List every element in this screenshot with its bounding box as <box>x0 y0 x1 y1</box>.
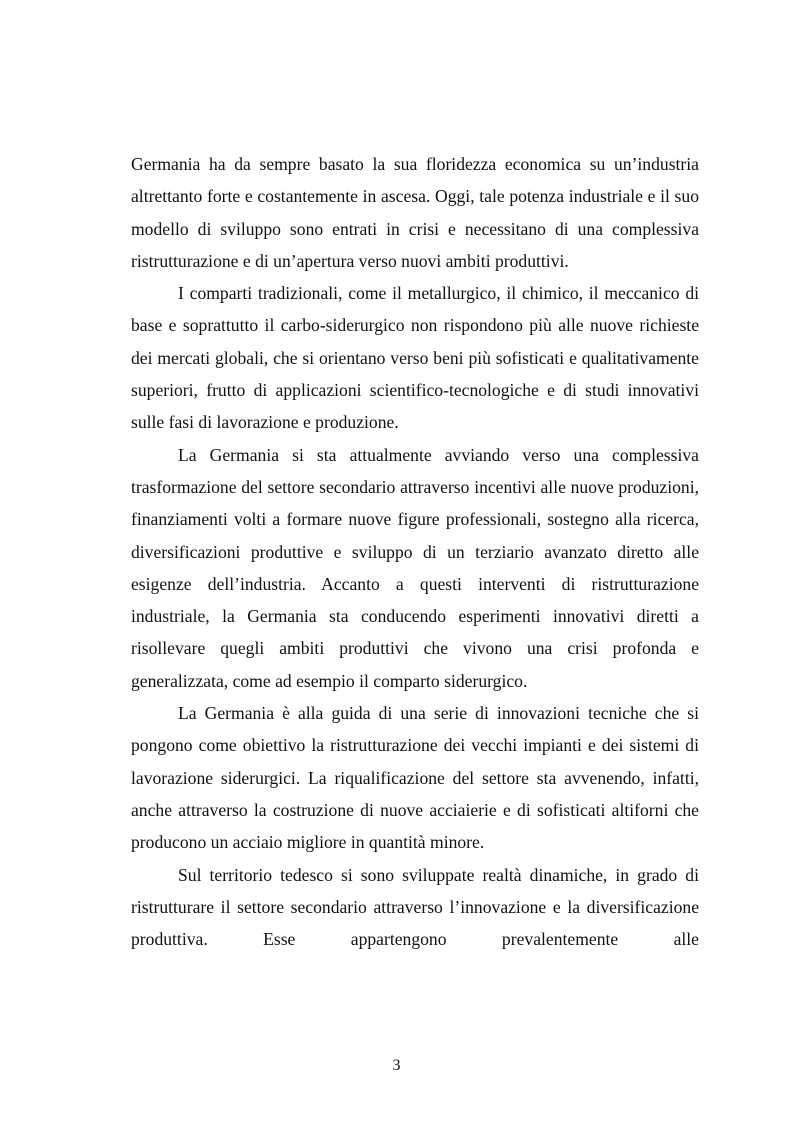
paragraph-5: Sul territorio tedesco si sono sviluppate realtà dinamiche, in grado di ristrutturare il settore secondario attraverso l’innovazione e la diversificazione produttiva. Esse appartengono prevalentemente alle <box>131 864 699 950</box>
page-number: 3 <box>392 1057 401 1074</box>
paragraph-3: La Germania si sta attualmente avviando verso una complessiva trasformazione del settore secondario attraverso incentivi alle nuove produzioni, finanziamenti volti a formare nuove figure professionali, sostegno alla ricerca, diversificazioni produttive e sviluppo di un terziario avanzato diretto alle esigenze dell’industria. Accanto a questi interventi di ristrutturazione industriale, la Germania sta conducendo esperimenti innovativi diretti a risollevare quegli ambiti produttivi che vivono una crisi profonda e generalizzata, come ad esempio il comparto siderurgico. <box>131 444 699 691</box>
body-text <box>131 148 699 955</box>
paragraph-1: Germania ha da sempre basato la sua floridezza economica su un’industria altrettanto forte e costantemente in ascesa. Oggi, tale potenza industriale e il suo modello di sviluppo sono entrati in crisi e necessitano di una complessiva ristrutturazione e di un’apertura verso nuovi ambiti produttivi. <box>131 154 699 271</box>
paragraph-2: I comparti tradizionali, come il metallurgico, il chimico, il meccanico di base e soprattutto il carbo-siderurgico non rispondono più alle nuove richieste dei mercati globali, che si orientano verso beni più sofisticati e qualitativamente superiori, frutto di applicazioni scientifico-tecnologiche e di studi innovativi sulle fasi di lavorazione e produzione. <box>131 283 699 433</box>
paragraph-4: La Germania è alla guida di una serie di innovazioni tecniche che si pongono come obiettivo la ristrutturazione dei vecchi impianti e dei sistemi di lavorazione siderurgici. La riqualificazione del settore sta avvenendo, infatti, anche attraverso la costruzione di nuove acciaierie e di sofisticati altiforni che producono un acciaio migliore in quantità minore. <box>131 703 699 853</box>
